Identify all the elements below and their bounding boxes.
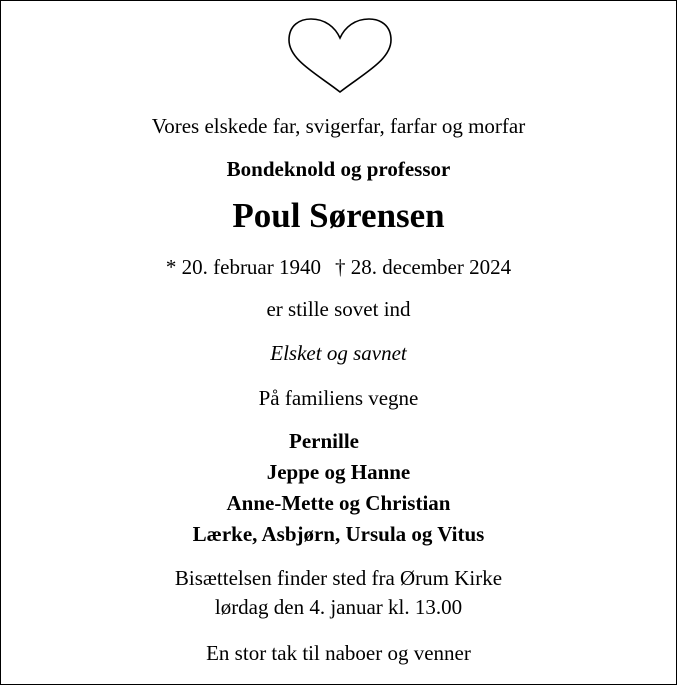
funeral-time: lørdag den 4. januar kl. 13.00 xyxy=(214,595,463,619)
family-member: Jeppe og Hanne xyxy=(266,460,411,484)
thanks-text: En stor tak til naboer og venner xyxy=(206,641,471,665)
funeral-location: Bisættelsen finder sted fra Ørum Kirke xyxy=(174,566,503,590)
birth-date: * 20. februar 1940 xyxy=(165,255,321,279)
deceased-name: Poul Sørensen xyxy=(232,196,445,235)
family-list xyxy=(1,426,676,550)
life-dates xyxy=(1,255,676,280)
loved-text: Elsket og savnet xyxy=(270,341,407,365)
family-member: Lærke, Asbjørn, Ursula og Vitus xyxy=(192,522,485,546)
family-member: Pernille xyxy=(289,429,359,453)
passing-text: er stille sovet ind xyxy=(266,297,411,321)
on-behalf-text: På familiens vegne xyxy=(258,386,419,410)
deceased-title: Bondeknold og professor xyxy=(226,157,451,181)
heart-icon xyxy=(287,16,393,94)
death-date: † 28. december 2024 xyxy=(335,255,512,279)
intro-text: Vores elskede far, svigerfar, farfar og morfar xyxy=(151,114,526,138)
family-member: Anne-Mette og Christian xyxy=(226,491,451,515)
